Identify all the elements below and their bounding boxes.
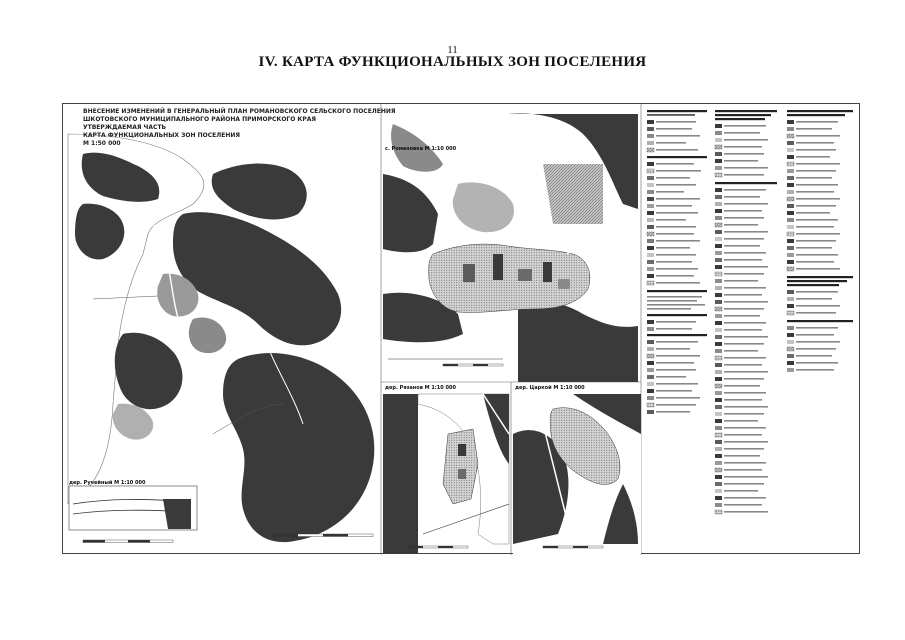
tsentralnoe-inset	[513, 394, 641, 554]
inset-title-ruchey: дер. Ручейный М 1:10 000	[69, 480, 146, 486]
legend	[647, 110, 853, 514]
ryazanovka-settlement	[443, 429, 478, 504]
forest-zone-southwest	[115, 333, 183, 410]
inset-title-romanovka: с. Романовка М 1:10 000	[385, 146, 457, 152]
map-heading	[83, 108, 396, 148]
page-number: 11	[447, 44, 458, 56]
page-title: IV. КАРТА ФУНКЦИОНАЛЬНЫХ ЗОН ПОСЕЛЕНИЯ	[258, 54, 647, 70]
map-drawing	[63, 104, 861, 555]
forest-zone-northeast	[212, 164, 307, 220]
romanovka-settlement	[429, 244, 590, 312]
inset-title-ryazanovka: дер. Рязанов М 1:10 000	[385, 385, 456, 391]
map-heading-line-4: КАРТА ФУНКЦИОНАЛЬНЫХ ЗОН ПОСЕЛЕНИЯ	[83, 132, 240, 139]
ryazanovka-inset	[383, 394, 509, 554]
inset-title-tsentralnoe: дер. Царкой М 1:10 000	[515, 385, 585, 391]
romanovka-inset	[383, 114, 638, 382]
map-heading-line-3: УТВЕРЖДАЕМАЯ ЧАСТЬ	[83, 124, 167, 131]
map-heading-line-2: ШКОТОВСКОГО МУНИЦИПАЛЬНОГО РАЙОНА ПРИМОРСКОГО КРАЯ	[83, 116, 317, 123]
forest-zone-south	[223, 353, 374, 542]
map-heading-line-5: М 1:50 000	[83, 140, 121, 147]
map-sheet	[62, 103, 860, 554]
agricultural-zone-3	[189, 318, 226, 354]
map-heading-line-1: ВНЕСЕНИЕ ИЗМЕНЕНИЙ В ГЕНЕРАЛЬНЫЙ ПЛАН РОМАНОВСКОГО СЕЛЬСКОГО ПОСЕЛЕНИЯ	[83, 108, 396, 115]
